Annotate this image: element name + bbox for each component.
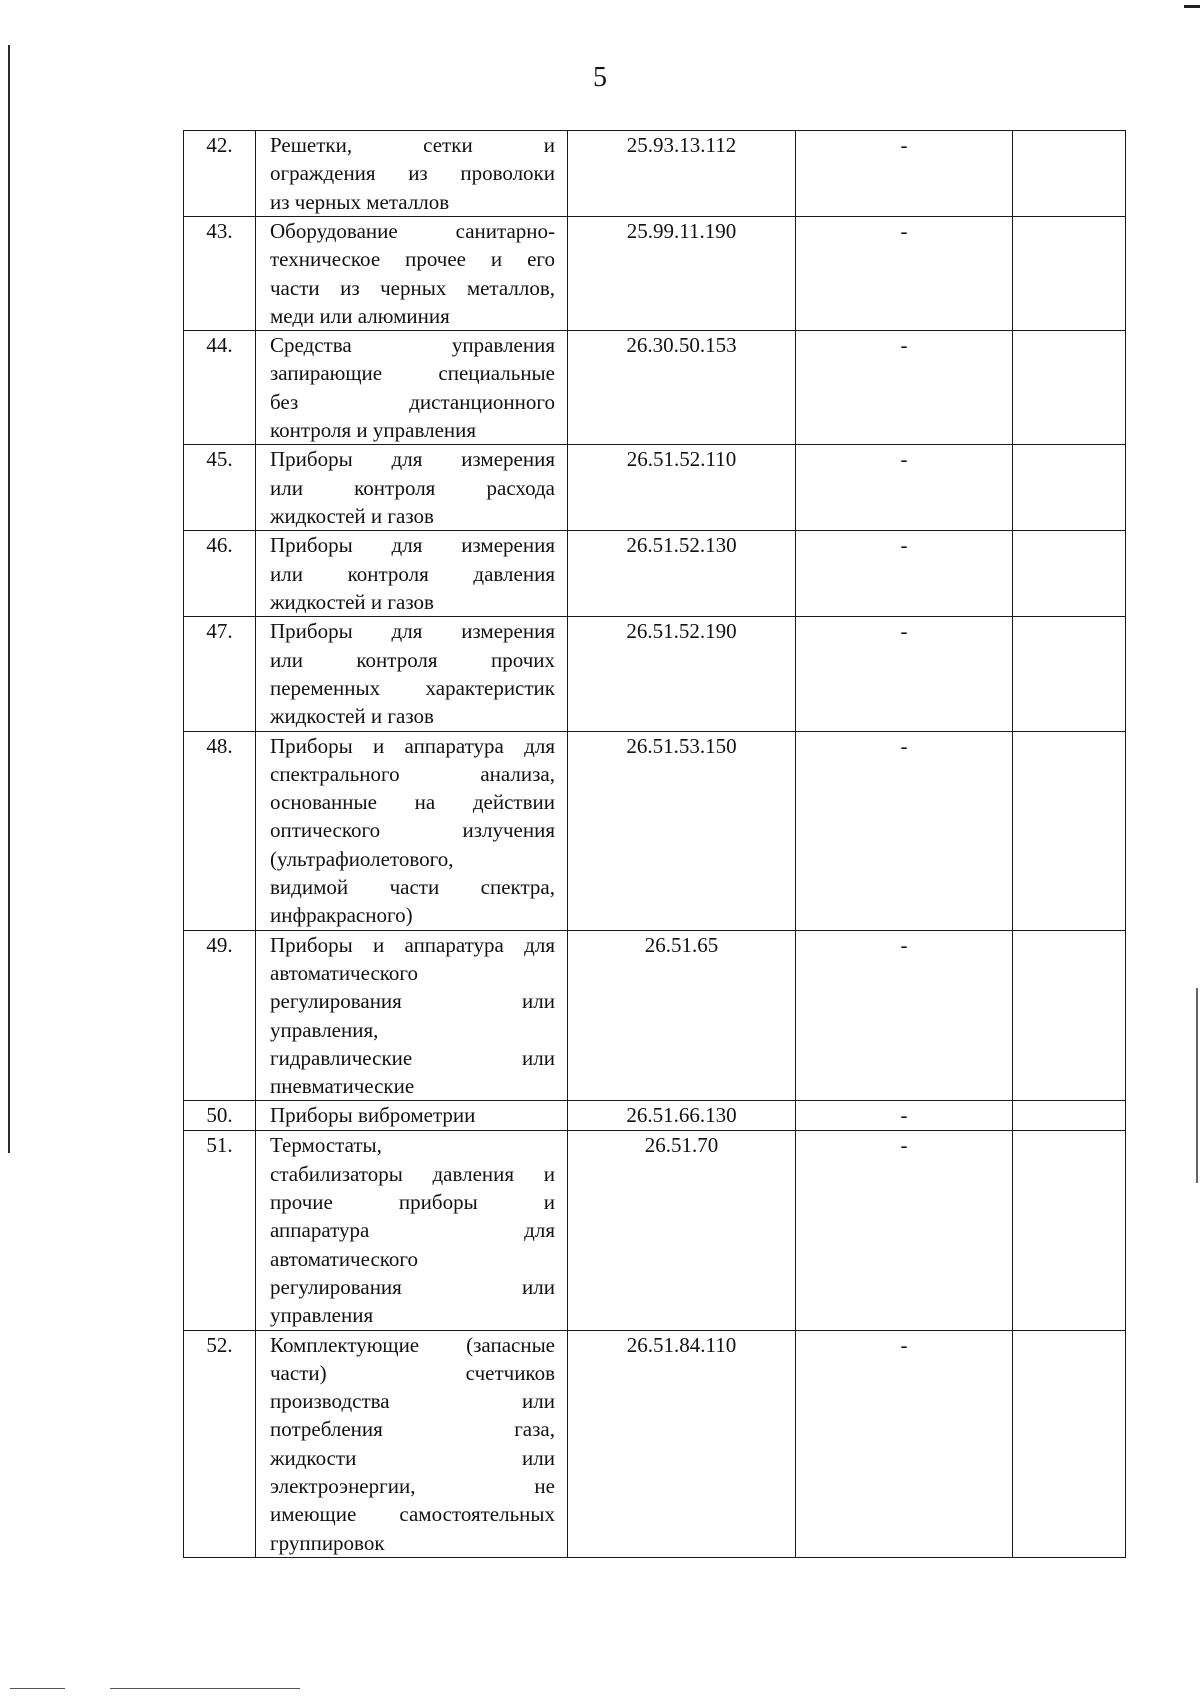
product-name-line: спектрального анализа,	[270, 761, 555, 786]
product-name-line: автоматического	[270, 960, 419, 985]
table-row	[184, 531, 1126, 617]
product-name	[256, 617, 567, 730]
row-number: 48.	[184, 731, 256, 930]
okpd-code: 26.51.84.110	[568, 1330, 796, 1557]
product-name-line: управления,	[270, 1017, 379, 1042]
product-name-line: автоматического	[270, 1246, 419, 1271]
product-name-line: запирающие специальные	[270, 361, 555, 386]
empty-cell	[1013, 217, 1126, 331]
product-name-line: или контроля давления	[270, 561, 555, 586]
bottom-scan-line	[110, 1688, 300, 1689]
product-name-line: основанные на действии	[270, 790, 555, 815]
row-number: 52.	[184, 1330, 256, 1557]
product-name-line: регулирования или	[270, 1274, 555, 1299]
product-name-line: Термостаты,	[270, 1133, 382, 1158]
product-name-cell	[256, 731, 568, 930]
left-margin-line	[8, 45, 10, 1153]
product-name-line: Средства управления	[270, 333, 555, 358]
product-name-line: стабилизаторы давления и	[270, 1161, 555, 1186]
product-name-line: управления	[270, 1303, 374, 1328]
product-name-line: или контроля расхода	[270, 475, 555, 500]
value-cell: -	[796, 731, 1013, 930]
empty-cell	[1013, 1330, 1126, 1557]
product-name-line: контроля и управления	[270, 418, 477, 443]
product-name-cell	[256, 445, 568, 531]
product-name-line: электроэнергии, не	[270, 1473, 555, 1498]
value-cell: -	[796, 331, 1013, 445]
okpd-code: 26.51.52.190	[568, 617, 796, 731]
product-name-line: оптического излучения	[270, 818, 555, 843]
okpd-code: 26.51.53.150	[568, 731, 796, 930]
product-name-cell	[256, 930, 568, 1101]
product-name-cell	[256, 1330, 568, 1557]
product-name-line: части) счетчиков	[270, 1360, 555, 1385]
empty-cell	[1013, 445, 1126, 531]
table-row	[184, 131, 1126, 217]
row-number: 50.	[184, 1101, 256, 1131]
product-name-line: меди или алюминия	[270, 303, 450, 328]
row-number: 45.	[184, 445, 256, 531]
table-row	[184, 731, 1126, 930]
product-name-line: Приборы для измерения	[270, 533, 555, 558]
empty-cell	[1013, 1101, 1126, 1131]
product-name-line: жидкости или	[270, 1445, 555, 1470]
okpd-code: 26.51.52.130	[568, 531, 796, 617]
product-name-line: Приборы и аппаратура для	[270, 932, 555, 957]
row-number: 42.	[184, 131, 256, 217]
product-name-line: группировок	[270, 1530, 385, 1555]
product-name-line: жидкостей и газов	[270, 704, 434, 729]
product-name-line: (ультрафиолетового,	[270, 846, 454, 871]
product-name-cell	[256, 1101, 568, 1131]
product-name	[256, 1131, 567, 1329]
product-name-line: Оборудование санитарно-	[270, 219, 555, 243]
product-name-line: видимой части спектра,	[270, 875, 555, 900]
product-name-cell	[256, 217, 568, 331]
row-number: 46.	[184, 531, 256, 617]
empty-cell	[1013, 617, 1126, 731]
value-cell: -	[796, 617, 1013, 731]
product-name	[256, 1331, 567, 1557]
product-name-line: без дистанционного	[270, 389, 555, 414]
product-name-line: жидкостей и газов	[270, 589, 434, 614]
empty-cell	[1013, 731, 1126, 930]
empty-cell	[1013, 131, 1126, 217]
value-cell: -	[796, 1101, 1013, 1131]
row-number: 44.	[184, 331, 256, 445]
products-table	[183, 130, 1126, 1558]
product-name	[256, 217, 567, 330]
bottom-scan-line	[10, 1688, 65, 1689]
product-name-line: части из черных металлов,	[270, 275, 555, 300]
okpd-code: 25.93.13.112	[568, 131, 796, 217]
product-name-line: инфракрасного)	[270, 903, 413, 928]
corner-mark	[1184, 5, 1200, 8]
value-cell: -	[796, 445, 1013, 531]
value-cell: -	[796, 131, 1013, 217]
okpd-code: 26.51.65	[568, 930, 796, 1101]
product-name-line: потребления газа,	[270, 1417, 555, 1442]
table-row	[184, 930, 1126, 1101]
product-name	[256, 131, 567, 216]
table-body	[184, 131, 1126, 1558]
product-name-line: гидравлические или	[270, 1045, 555, 1070]
right-margin-mark	[1196, 988, 1198, 1183]
product-name-line: Приборы виброметрии	[270, 1103, 476, 1128]
product-name-line: Приборы и аппаратура для	[270, 733, 555, 758]
product-name-line: ограждения из проволоки	[270, 161, 555, 186]
table-row	[184, 445, 1126, 531]
row-number: 43.	[184, 217, 256, 331]
row-number: 49.	[184, 930, 256, 1101]
product-name-line: Комплектующие (запасные	[270, 1332, 555, 1357]
product-name	[256, 331, 567, 444]
empty-cell	[1013, 531, 1126, 617]
product-name-cell	[256, 331, 568, 445]
table-row	[184, 1131, 1126, 1330]
product-name-line: имеющие самостоятельных	[270, 1502, 555, 1527]
product-name-line: регулирования или	[270, 989, 555, 1014]
table-row	[184, 217, 1126, 331]
okpd-code: 26.51.70	[568, 1131, 796, 1330]
table-row	[184, 617, 1126, 731]
okpd-code: 26.51.52.110	[568, 445, 796, 531]
product-name-cell	[256, 617, 568, 731]
table-row	[184, 1101, 1126, 1131]
okpd-code: 26.30.50.153	[568, 331, 796, 445]
product-name-line: прочие приборы и	[270, 1190, 555, 1215]
product-name-cell	[256, 531, 568, 617]
okpd-code: 25.99.11.190	[568, 217, 796, 331]
okpd-code: 26.51.66.130	[568, 1101, 796, 1131]
product-name	[256, 531, 567, 616]
product-name-line: из черных металлов	[270, 189, 450, 214]
page-number: 5	[593, 62, 607, 93]
row-number: 47.	[184, 617, 256, 731]
product-name-line: Приборы для измерения	[270, 619, 555, 644]
empty-cell	[1013, 1131, 1126, 1330]
product-name-line: Приборы для измерения	[270, 447, 555, 472]
empty-cell	[1013, 331, 1126, 445]
product-name-line: переменных характеристик	[270, 675, 555, 700]
value-cell: -	[796, 217, 1013, 331]
product-name-line: Решетки, сетки и	[270, 133, 555, 157]
product-name	[256, 931, 567, 1101]
product-name-line: пневматические	[270, 1074, 415, 1099]
empty-cell	[1013, 930, 1126, 1101]
product-name	[256, 732, 567, 930]
value-cell: -	[796, 531, 1013, 617]
product-name-line: или контроля прочих	[270, 647, 555, 672]
value-cell: -	[796, 1131, 1013, 1330]
product-name-line: жидкостей и газов	[270, 503, 434, 528]
value-cell: -	[796, 930, 1013, 1101]
product-name	[256, 1101, 567, 1129]
product-name-line: производства или	[270, 1389, 555, 1414]
product-name-cell	[256, 131, 568, 217]
product-name-cell	[256, 1131, 568, 1330]
product-name-line: техническое прочее и его	[270, 247, 555, 272]
row-number: 51.	[184, 1131, 256, 1330]
value-cell: -	[796, 1330, 1013, 1557]
table-row	[184, 331, 1126, 445]
product-name-line: аппаратура для	[270, 1218, 555, 1243]
product-name	[256, 445, 567, 530]
table-row	[184, 1330, 1126, 1557]
